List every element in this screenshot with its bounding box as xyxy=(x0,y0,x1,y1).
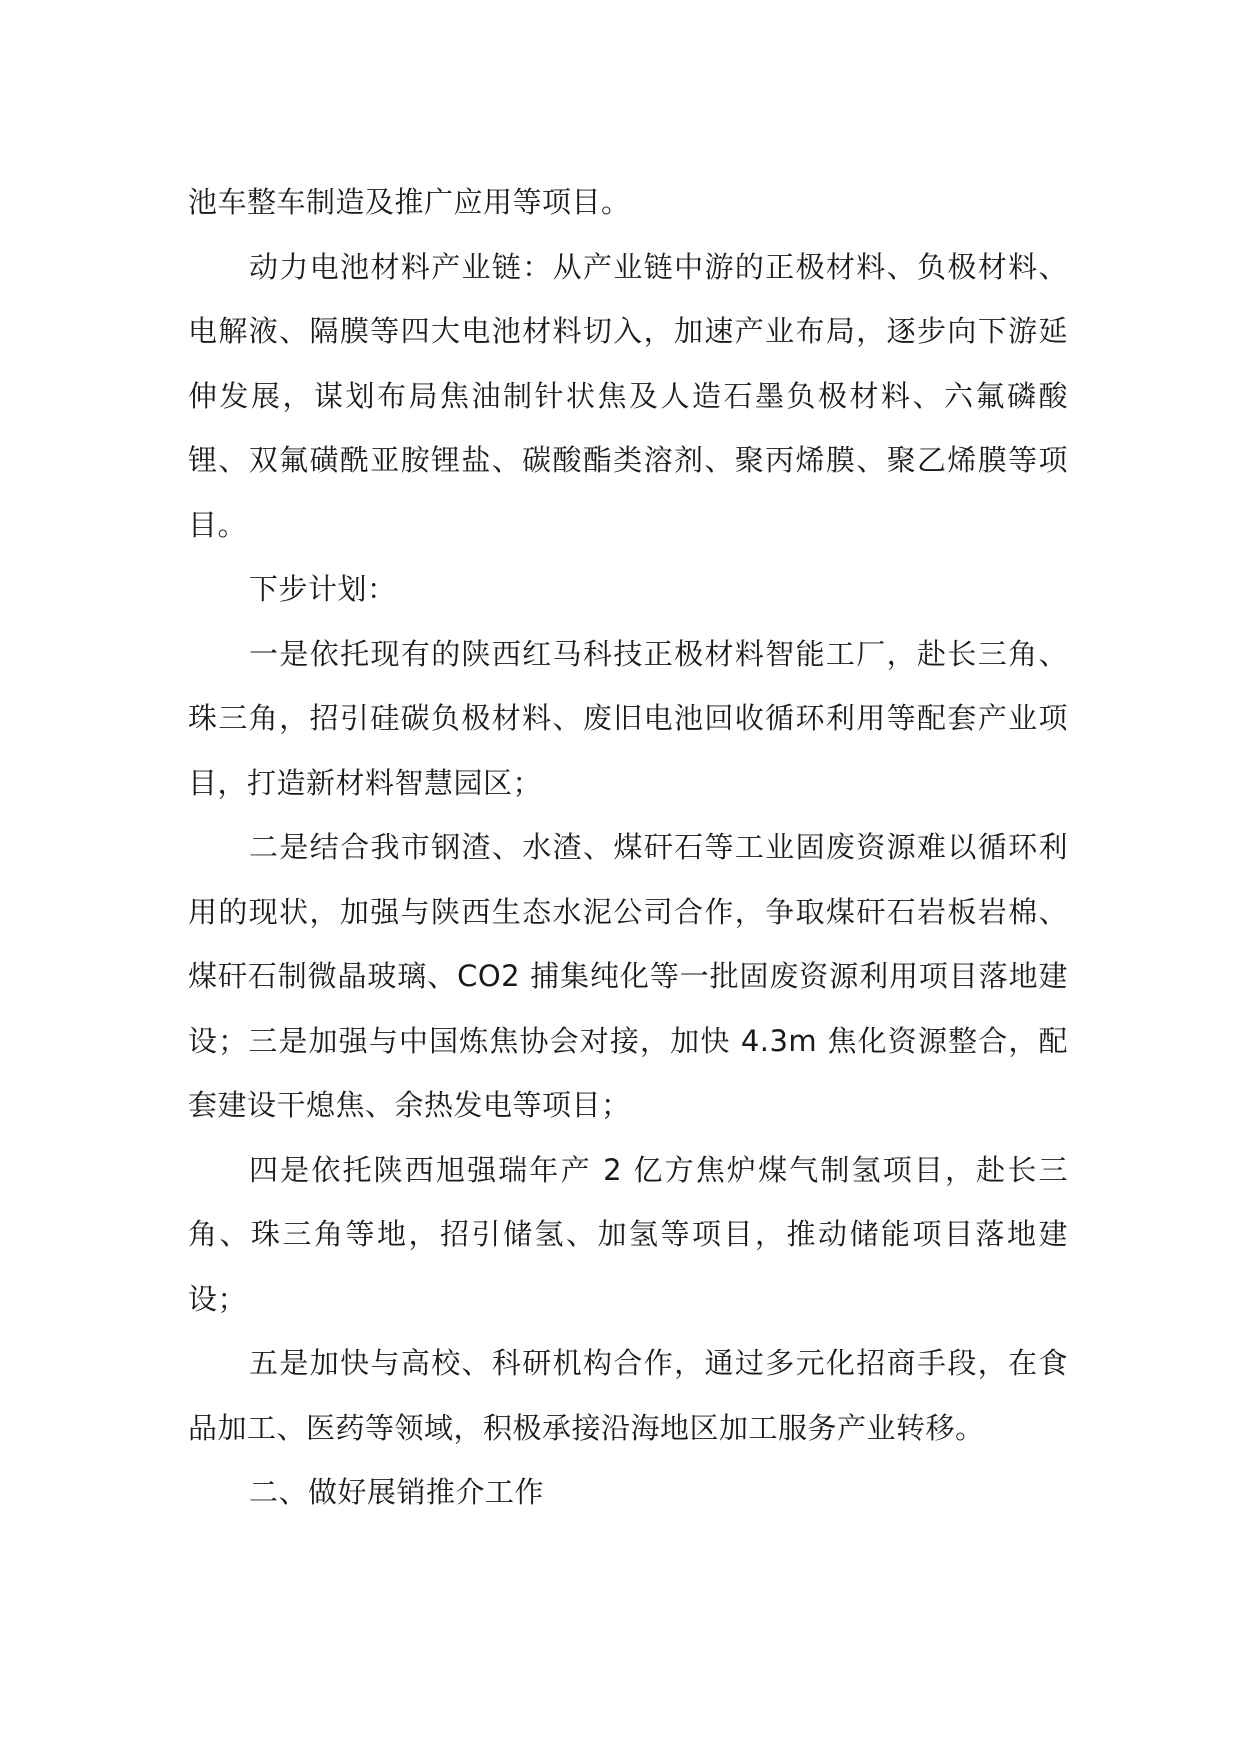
paragraph-continuation: 池车整车制造及推广应用等项目。 xyxy=(188,185,631,219)
document-page xyxy=(188,170,1068,1525)
section-heading: 二、做好展销推介工作 xyxy=(249,1475,545,1509)
paragraph-plan-five: 五是加快与高校、科研机构合作，通过多元化招商手段，在食品加工、医药等领域，积极承接沿海地区加工服务产业转移。 xyxy=(188,1346,1068,1445)
paragraph-battery-materials-chain: 动力电池材料产业链：从产业链中游的正极材料、负极材料、电解液、隔膜等四大电池材料切入，加速产业布局，逐步向下游延伸发展，谋划布局焦油制针状焦及人造石墨负极材料、六氟磷酸锂、双氟磺酰亚胺锂盐、碳酸酯类溶剂、聚丙烯膜、聚乙烯膜等项目。 xyxy=(188,249,1068,542)
paragraph-plan-one: 一是依托现有的陕西红马科技正极材料智能工厂，赴长三角、珠三角，招引硅碳负极材料、废旧电池回收循环利用等配套产业项目，打造新材料智慧园区； xyxy=(188,636,1068,800)
paragraph-plan-four: 四是依托陕西旭强瑞年产 2 亿方焦炉煤气制氢项目，赴长三角、珠三角等地，招引储氢、加氢等项目，推动储能项目落地建设； xyxy=(188,1152,1068,1316)
paragraph-next-plan-label: 下步计划： xyxy=(249,572,397,606)
paragraph-plan-two-three: 二是结合我市钢渣、水渣、煤矸石等工业固废资源难以循环利用的现状，加强与陕西生态水泥公司合作，争取煤矸石岩板岩棉、煤矸石制微晶玻璃、CO2 捕集纯化等一批固废资源利用项目落地建设；三是加强与中国炼焦协会对接，加快 4.3m 焦化资源整合，配套建设干熄焦、余热发电等项目； xyxy=(188,830,1068,1122)
